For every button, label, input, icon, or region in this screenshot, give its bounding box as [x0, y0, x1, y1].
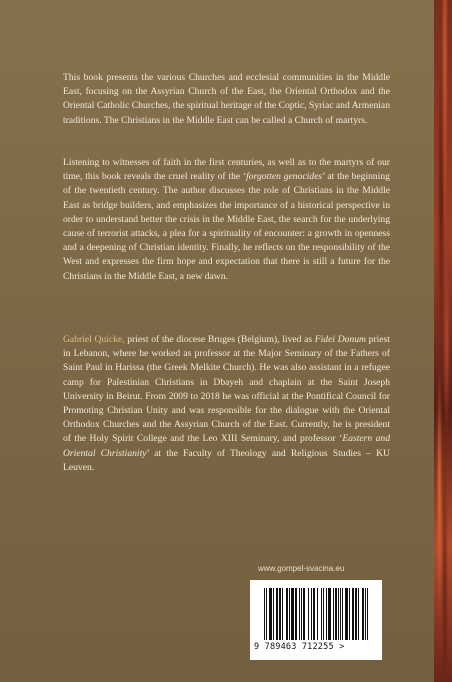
barcode-bar — [308, 588, 309, 640]
bio-part-1: priest of the diocese Bruges (Belgium), lived as — [124, 334, 315, 345]
barcode-bar — [295, 588, 297, 640]
barcode-bar — [367, 588, 368, 640]
bio-part-3: ’ at the Faculty of Theology and Religious Studies – KU Leuven. — [63, 447, 390, 473]
barcode-bar — [323, 588, 324, 640]
barcode-bar — [286, 588, 288, 640]
barcode-bar — [358, 588, 359, 640]
barcode-bar — [269, 588, 272, 640]
barcode-bar — [335, 588, 337, 640]
barcode-bar — [333, 588, 334, 640]
barcode-bar — [291, 588, 294, 640]
barcode-bar — [301, 588, 302, 640]
barcode-bars — [264, 588, 368, 640]
spine-artwork-strip — [434, 0, 452, 682]
barcode-bar — [345, 588, 348, 640]
barcode-bar — [311, 588, 312, 640]
description-paragraph-1: This book presents the various Churches and ecclesial communities in the Middle East, focusing on the Assyrian Church of the East, the Oriental Orthodox and the Oriental Catholic Churches, the spiritual heritage of the Coptic, Syriac and Armenian traditions. The Christians in the Middle East can be called a Church of martyrs. — [63, 72, 390, 126]
paragraph-2-part-2: ’ at the beginning of the twentieth century. The author discusses the role of Christians in the Middle East as bridge builders, and emphasizes the importance of a historical perspective in order to understand better the crisis in the Middle East, the search for the underlying cause of terrorist attacks, a plea for a spirituality of encounter: a growth in openness and a deepening of Christian identity. Finally, he reflects on the responsibility of the West and expresses the firm hope and expectation that there is still a future for the Christians in the Middle East, a new dawn. — [63, 171, 390, 282]
barcode-bar — [273, 588, 274, 640]
barcode-bar — [317, 588, 318, 640]
barcode-bar — [289, 588, 290, 640]
barcode-bar — [321, 588, 322, 640]
paragraph-2-italic: forgotten genocides — [246, 171, 323, 183]
barcode-bar — [362, 588, 364, 640]
bio-italic-2: Eastern and Oriental Christianity — [63, 433, 390, 459]
barcode-bar — [282, 588, 283, 640]
barcode-bar — [338, 588, 339, 640]
description-paragraph-2 — [63, 156, 390, 284]
barcode-bar — [279, 588, 281, 640]
bio-italic-1: Fidei Donum — [314, 334, 366, 345]
bio-part-2: priest in Lebanon, where he worked as professor at the Major Seminary of the Fathers of Saint Paul in Harissa (the Greek Melkite Church). He was also assistant in a refugee camp for Palestinian Christians in Dbayeh and chaplain at the Saint Joseph University in Beirut. From 2009 to 2018 he was official at the Pontifical Council for Promoting Christian Unity and was responsible for the dialogue with the Oriental Orthodox Churches and the Assyrian Church of the East. Currently, he is president of the Holy Spirit College and the Leo XIII Seminary, and professor ‘ — [63, 334, 390, 445]
paragraph-2-part-1: Listening to witnesses of faith in the first centuries, as well as to the martyrs of our time, this book reveals the cruel reality of the ‘ — [63, 157, 390, 183]
barcode-bar — [276, 588, 278, 640]
barcode-bar — [264, 588, 265, 640]
barcode-bar — [342, 588, 343, 640]
barcode-bar — [303, 588, 305, 640]
barcode-bar — [352, 588, 354, 640]
author-bio-paragraph — [63, 333, 390, 475]
barcode-bar — [340, 588, 341, 640]
author-name: Gabriel Quicke, — [63, 334, 125, 345]
publisher-website: www.gompel-svacina.eu — [258, 564, 345, 573]
barcode-bar — [328, 588, 331, 640]
barcode-bar — [326, 588, 327, 640]
isbn-digits: 9 789463 712255 > — [254, 642, 345, 652]
barcode-bar — [313, 588, 315, 640]
barcode-bar — [355, 588, 357, 640]
barcode-bar — [365, 588, 366, 640]
barcode-bar — [349, 588, 350, 640]
isbn-barcode — [250, 580, 382, 660]
barcode-bar — [266, 588, 267, 640]
barcode-bar — [299, 588, 300, 640]
